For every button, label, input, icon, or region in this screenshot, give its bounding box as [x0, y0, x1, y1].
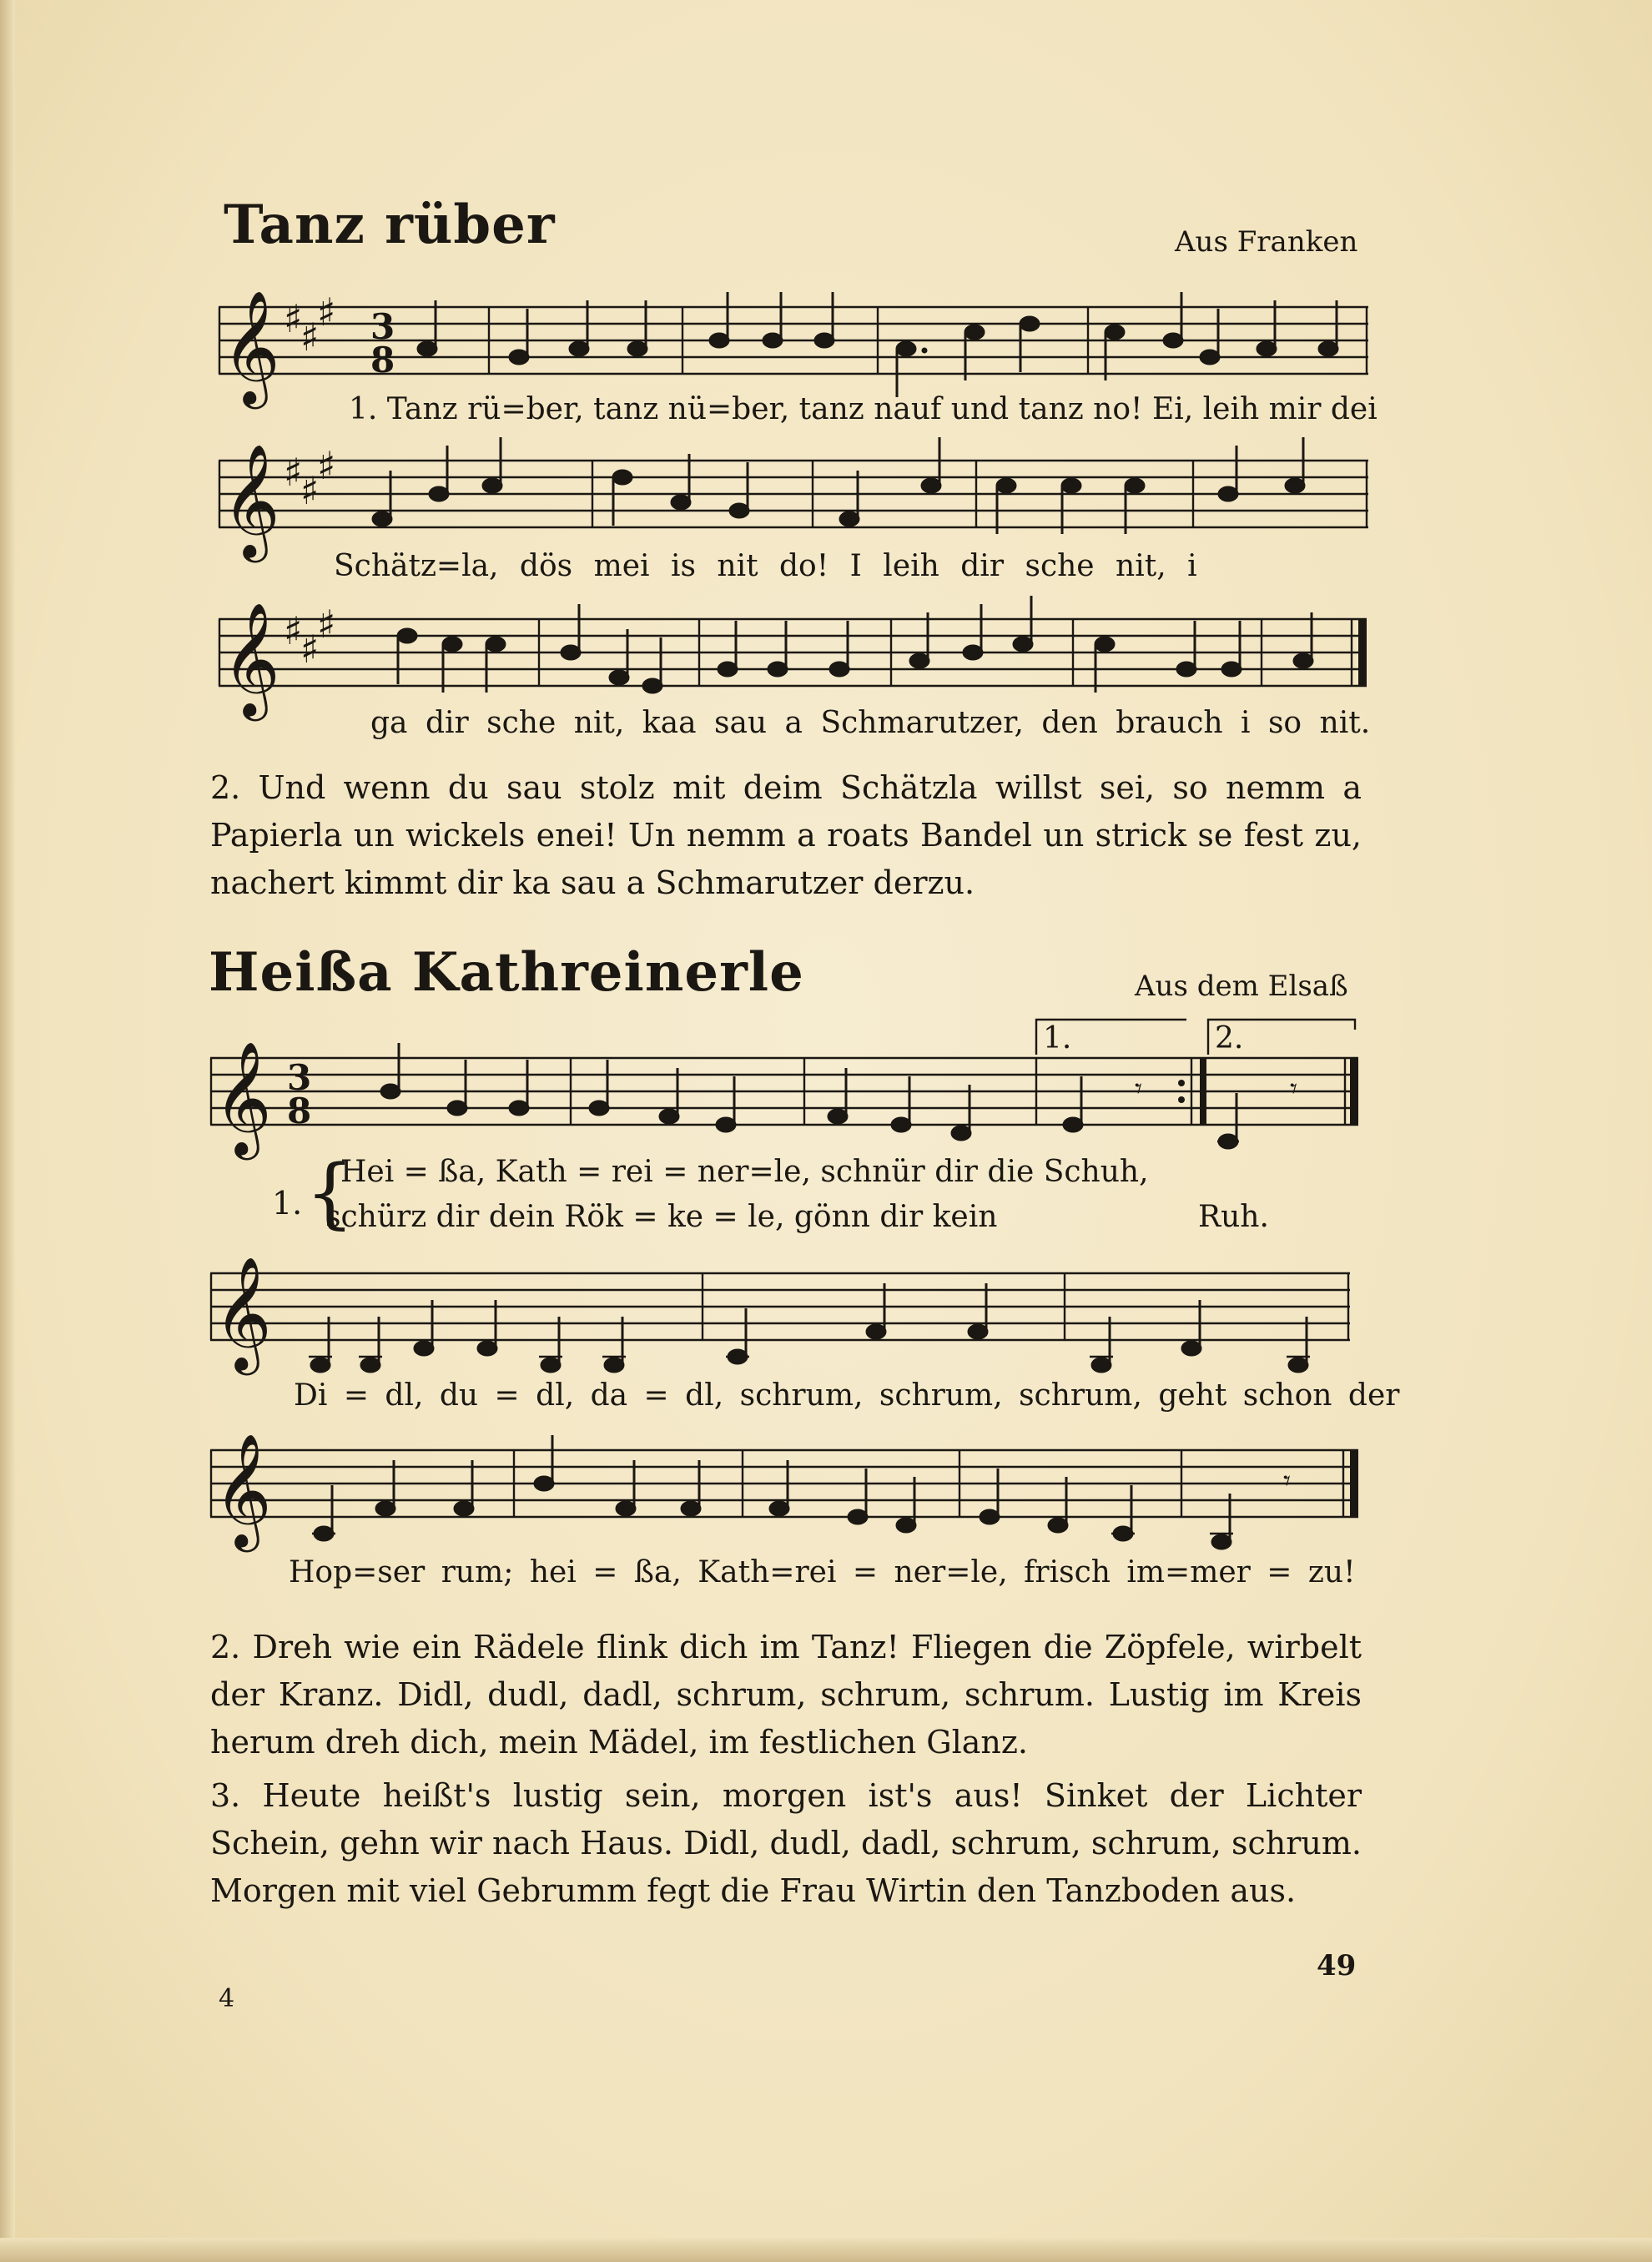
song2-verse-2: [210, 1624, 1362, 1766]
song2-staff-3: [210, 1433, 1370, 1575]
song2-origin: Aus dem Elsaß: [1135, 970, 1348, 1003]
song2-verse-2-text: 2. Dreh wie ein Rädele flink dich im Tanz! Fliegen die Zöpfele, wirbelt der Kranz. Didl, dudl, dadl, schrum, schrum, schrum. Lustig im Kreis herum dreh dich, mein Mädel, im festlichen Glanz.: [210, 1629, 1362, 1761]
signature-mark: 4: [219, 1984, 235, 2013]
svg-text:𝄞: 𝄞: [214, 1255, 272, 1370]
song1-verse-2-text: 2. Und wenn du sau stolz mit deim Schätzla willst sei, so nemm a Papierla un wickels enei! Un nemm a roats Bandel un strick se fest zu, nachert kimmt dir ka sau a Schmarutzer derzu.: [210, 769, 1362, 901]
song2-verse-3-text: 3. Heute heißt's lustig sein, morgen ist's aus! Sinket der Lichter Schein, gehn wir nach Haus. Didl, dudl, dadl, schrum, schrum, schrum. Morgen mit viel Gebrumm fegt die Frau Wirtin den Tanzboden aus.: [210, 1777, 1362, 1909]
svg-text:𝄾: 𝄾: [1290, 1072, 1298, 1106]
page-edge-left: [0, 0, 15, 2262]
song2-lyrics-line-1b: schürz dir dein Rök = ke = le, gönn dir kein: [325, 1200, 998, 1234]
song1-title: Tanz rüber: [224, 194, 556, 256]
svg-text:𝄞: 𝄞: [222, 289, 280, 404]
song2-staff-1: [210, 1011, 1370, 1155]
song1-origin: Aus Franken: [1175, 225, 1358, 259]
volta-1-label: 1.: [1043, 1021, 1072, 1055]
song2-lyrics-line-1b-end: Ruh.: [1198, 1200, 1269, 1234]
volta-2-label: 2.: [1215, 1021, 1244, 1055]
svg-text:♯: ♯: [284, 296, 303, 341]
song2-staff-2: [210, 1257, 1370, 1398]
song1-lyrics-line-2: Schätz=la, dös mei is nit do! I leih dir sche nit, i: [334, 549, 1197, 583]
svg-text:𝄞: 𝄞: [214, 1040, 272, 1155]
svg-text:𝄞: 𝄞: [214, 1432, 272, 1547]
svg-text:♯: ♯: [317, 602, 336, 647]
song1-lyrics-line-1: 1. Tanz rü=ber, tanz nü=ber, tanz nauf und tanz no! Ei, leih mir dei: [349, 392, 1378, 426]
page-number: 49: [1317, 1949, 1357, 1982]
svg-text:♯: ♯: [317, 443, 336, 488]
song2-lyrics-line-1a: Hei = ßa, Kath = rei = ner=le, schnür dir die Schuh,: [340, 1155, 1149, 1189]
song2-title: Heißa Kathreinerle: [209, 941, 804, 1004]
svg-text:♯: ♯: [300, 468, 320, 513]
svg-text:♯: ♯: [284, 450, 303, 495]
song1-lyrics-line-3: ga dir sche nit, kaa sau a Schmarutzer, den brauch i so nit.: [370, 706, 1371, 740]
svg-text:𝄞: 𝄞: [222, 601, 280, 716]
svg-text:8: 8: [287, 1091, 312, 1131]
song2-lyrics-line-2: Di = dl, du = dl, da = dl, schrum, schrum, schrum, geht schon der: [294, 1378, 1400, 1413]
verse-brace: {: [305, 1148, 355, 1237]
svg-text:♯: ♯: [300, 315, 320, 360]
song1-verse-2: [210, 764, 1362, 907]
page-edge-bottom: [0, 2238, 1652, 2262]
svg-text:𝄾: 𝄾: [1135, 1072, 1143, 1106]
svg-text:3: 3: [370, 306, 395, 347]
svg-text:♯: ♯: [284, 608, 303, 653]
svg-text:3: 3: [287, 1057, 312, 1098]
song2-verse-number: 1.: [272, 1185, 303, 1222]
song2-lyrics-line-3: Hop=ser rum; hei = ßa, Kath=rei = ner=le, frisch im=mer = zu!: [289, 1555, 1356, 1589]
svg-text:♯: ♯: [317, 290, 336, 335]
svg-text:♯: ♯: [300, 627, 320, 672]
song2-verse-3: [210, 1772, 1362, 1915]
svg-text:𝄾: 𝄾: [1283, 1464, 1292, 1498]
svg-text:8: 8: [370, 340, 395, 380]
svg-text:𝄞: 𝄞: [222, 442, 280, 557]
